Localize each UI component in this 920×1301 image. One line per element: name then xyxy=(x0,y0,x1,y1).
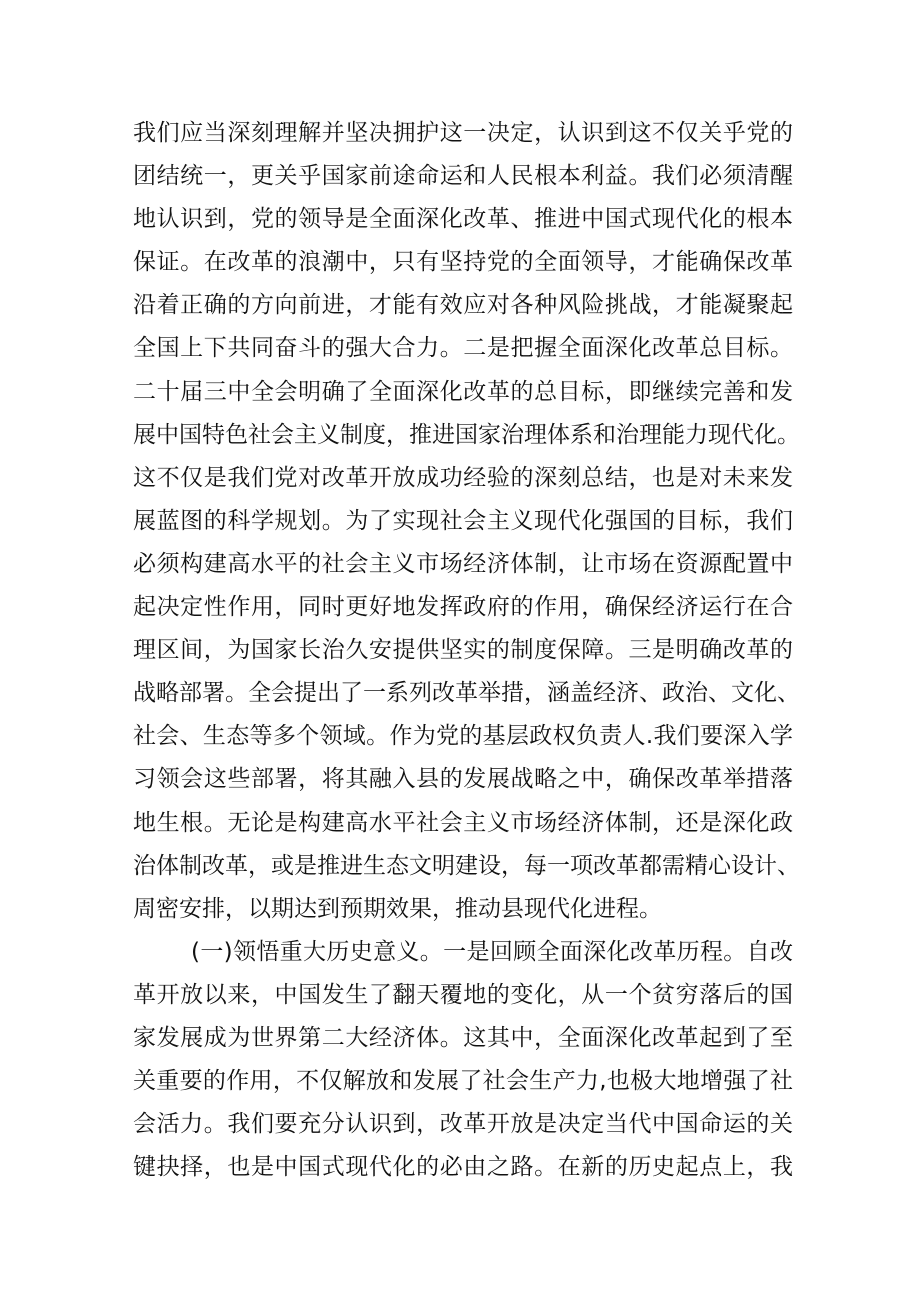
text-line: 地生根。无论是构建高水平社会主义市场经济体制，还是深化政 xyxy=(133,809,793,836)
paragraph-2 xyxy=(133,931,793,1190)
text-line: 社会、生态等多个领域。作为党的基层政权负责人.我们要深入学 xyxy=(133,723,793,750)
paragraph-1 xyxy=(133,112,800,931)
text-line: 沿着正确的方向前进，才能有效应对各种风险挑战，才能凝聚起 xyxy=(133,292,793,319)
text-line: 展中国特色社会主义制度，推进国家治理体系和治理能力现代化。 xyxy=(133,421,800,448)
text-line: 起决定性作用，同时更好地发挥政府的作用，确保经济运行在合 xyxy=(133,594,793,621)
text-line: 战略部署。全会提出了一系列改革举措，涵盖经济、政治、文化、 xyxy=(133,680,800,707)
text-line: 必须构建高水平的社会主义市场经济体制，让市场在资源配置中 xyxy=(133,550,793,577)
text-line: 习领会这些部署，将其融入县的发展战略之中，确保改革举措落 xyxy=(133,766,793,793)
text-line: 键抉择，也是中国式现代化的必由之路。在新的历史起点上，我 xyxy=(133,1154,793,1181)
text-line: 团结统一，更关乎国家前途命运和人民根本利益。我们必须清醒 xyxy=(133,163,793,190)
text-line: 地认识到，党的领导是全面深化改革、推进中国式现代化的根本 xyxy=(133,206,793,233)
text-line: 会活力。我们要充分认识到，改革开放是决定当代中国命运的关 xyxy=(133,1111,793,1138)
text-line: 全国上下共同奋斗的强大合力。二是把握全面深化改革总目标。 xyxy=(133,335,793,362)
text-line: 我们应当深刻理解并坚决拥护这一决定，认识到这不仅关乎党的 xyxy=(133,120,793,146)
text-line: 治体制改革，或是推进生态文明建设，每一项改革都需精心设计、 xyxy=(133,852,800,879)
text-line: 家发展成为世界第二大经济体。这其中，全面深化改革起到了至 xyxy=(133,1024,793,1051)
body-text xyxy=(133,112,800,1189)
text-line: 二十届三中全会明确了全面深化改革的总目标，即继续完善和发 xyxy=(133,378,793,405)
text-line: 关重要的作用，不仅解放和发展了社会生产力,也极大地增强了社 xyxy=(133,1068,793,1095)
text-line: 革开放以来，中国发生了翻天覆地的变化，从一个贫穷落后的国 xyxy=(133,981,793,1008)
text-line: 这不仅是我们党对改革开放成功经验的深刻总结，也是对未来发 xyxy=(133,464,793,491)
text-line: (一)领悟重大历史意义。一是回顾全面深化改革历程。自改 xyxy=(191,938,793,965)
text-line: 理区间，为国家长治久安提供坚实的制度保障。三是明确改革的 xyxy=(133,637,793,664)
text-line: 展蓝图的科学规划。为了实现社会主义现代化强国的目标，我们 xyxy=(133,507,793,534)
text-line: 周密安排，以期达到预期效果，推动县现代化进程。 xyxy=(133,895,662,922)
text-line: 保证。在改革的浪潮中，只有坚持党的全面领导，才能确保改革 xyxy=(133,249,793,276)
